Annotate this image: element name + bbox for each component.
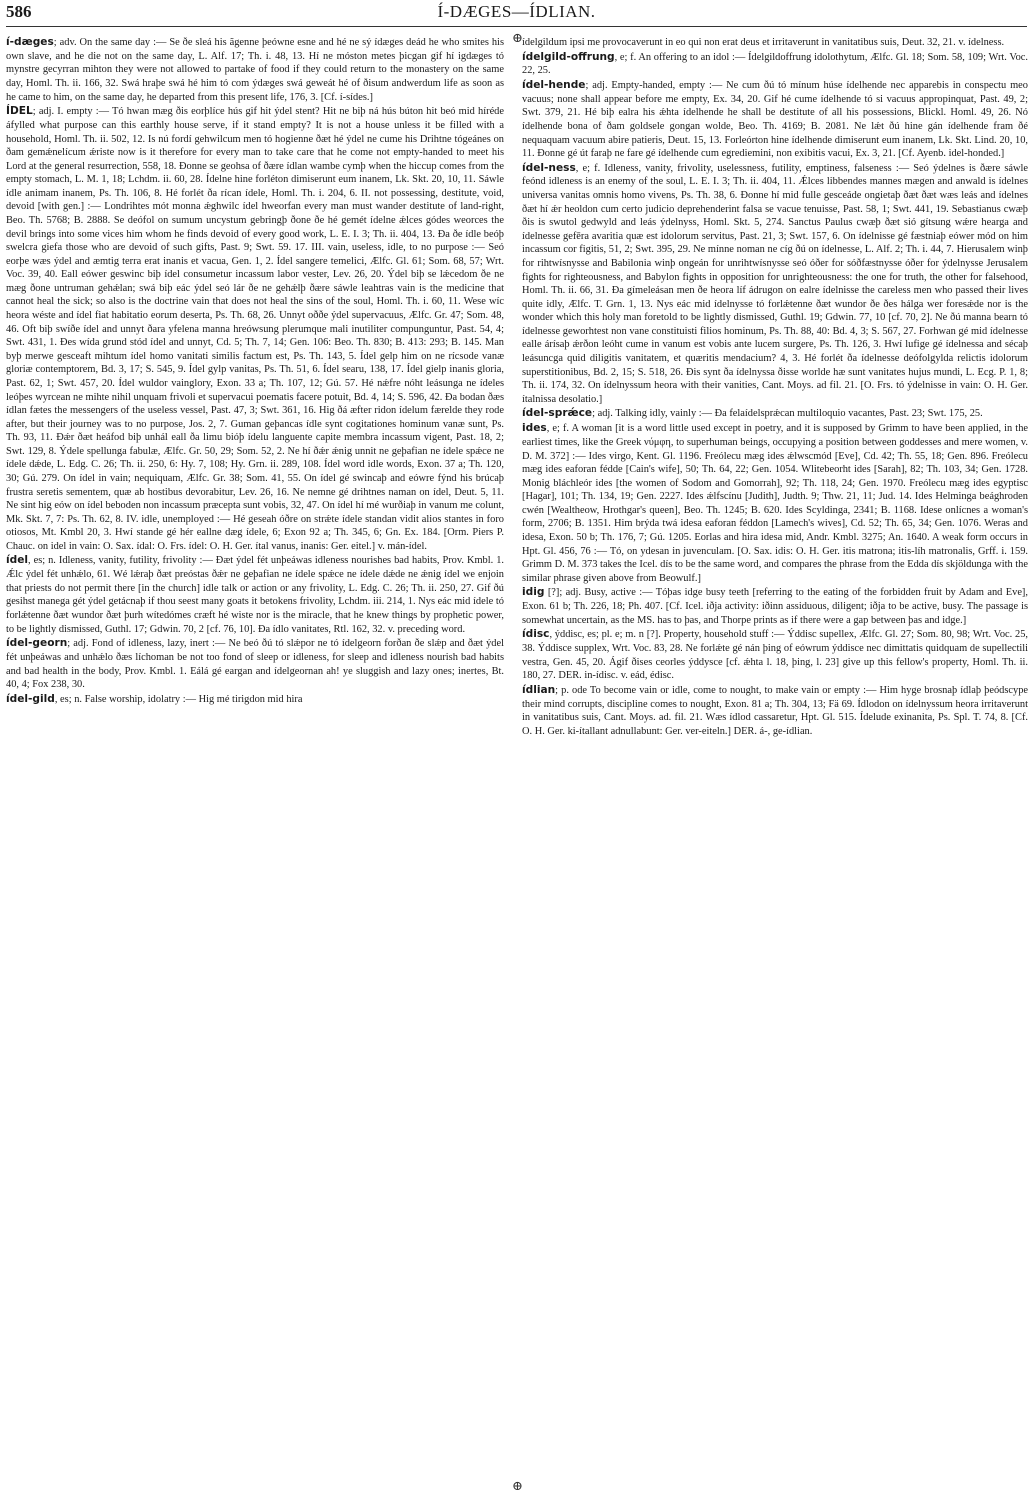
entry-text: , e; f. An offering to an idol :— Ídelgildoffrung idolothytum, Ælfc. Gl. 18; Som. 58, 109; Wrt. Voc. 22, 25. [522,51,1028,77]
entry-headword: í-dæges [6,36,54,48]
entry-headword: ídelgild-offrung [522,50,615,63]
page-number: 586 [6,2,32,21]
dictionary-entry [522,628,1028,683]
gutter-ornament-icon: ⊕ [512,30,523,45]
entry-headword: ídlian [522,683,556,696]
entry-text: , es; n. Idleness, vanity, futility, frivolity :— Ðæt ýdel fét unþeáwas idleness nourishes bad habits, Prov. Kmbl. 1. Ǽlc ýdel fét unhǽlo, 61. Wé lǽraþ ðæt preóstas ðǽr ne geþafian ne ídele spǽce ne ídele dǽde ne ǽnig ídel we enjoin that priests do not permit there [in the church] idle talk or action or any frivolity, L. Edg. C. 26; Th. ii. 250, 27. Gif ðú gesihst manega gét ýdel getácnaþ if thou seest many goats it betokens frivolity, Lchdm. iii. 214, 1. Nys eác mid ídele tó forlǽtenne ðæt wundor ðæt þurh wítedómes cræft hé wiste nor is the miracle, that he knew things by prophetic power, to be lightly dismissed, Guthl. 17; Gdwin. 70, 2 [cf. 76, 10]. Ða ídlo vanitates, Rtl. 162, 32. v. preceding word. [6,555,504,635]
entry-text: , es; n. False worship, idolatry :— Hig mé tirigdon mid hira [54,693,303,705]
entry-headword: ides [522,422,547,435]
entry-text: , ýddisc, es; pl. e; m. n [?]. Property, household stuff :— Ýddisc supellex, Ælfc. Gl. 27; Som. 80, 98; Wrt. Voc. 25, 38. Ýddisce supplex, Wrt. Voc. 83, 28. Ne forlǽte gé nán þing of eówrum ýddisce nec dimittatis quidquam de supellectili vestra, Gen. 45, 20. Ágif ðises ceorles ýddysce [cf. ǽhta l. 18, þing, l. 23] give up this fellow's property, Homl. Th. ii. 180, 27. DER. in-ídisc. v. eád, édisc. [522,629,1028,682]
entry-text: ; adj. Fond of idleness, lazy, inert :— Ne beó ðú tó slǽpor ne tó ídelgeorn forðan ðe slǽp and ðæt ýdel fét unþeáwas and unhǽlo ðæs líchoman be not too fond of sleep or idleness, for sleep and idleness nourish bad habits and bad health in the body, Prov. Kmbl. 1. Eálá gé eargan and ídelgeornan ah! ye sluggish and lazy ones; inertes, Bt. 40, 4; Fox 238, 30. [6,638,504,691]
header-rule [6,26,1027,27]
dictionary-entry [6,637,504,692]
entry-text: ; adv. On the same day :— Se ðe sleá his ãgenne þeówne esne and hé ne sý ídæges deád he who smites his own slave, and he die not on the same day, L. Alf. 17; Th. i. 48, 13. Hí ne móston metes þicgan gif hí igdæges tó mynstre gecyrran mihton they were not allowed to partake of food if they could return to the monastery on the same day, Homl. Th. ii. 166, 32. Swá hraþe swá hé him tó com ýdæges swá geweát hé of ðisum andwerdum life as soon as he came to him, on the same day, he departed from this present life, 176, 3. [Cf. í-sídes.] [6,37,504,103]
dictionary-entry [522,162,1028,407]
entry-text: ídelgildum ipsi me provocaverunt in eo qui non erat deus et irritaverunt in vanitatibus suis, Deut. 32, 21. v. ídelness. [522,37,1005,48]
dictionary-entry [522,79,1028,161]
dictionary-entry [6,554,504,636]
dictionary-entry [6,693,504,707]
entry-text: , e; f. Idleness, vanity, frivolity, uselessness, futility, emptiness, falseness :— Seó ýdelnes is ðære sáwle feónd idleness is an enemy of the soul, L. E. I. 3; Th. ii. 404, 11. Ǽlces libbendes mannes mægen and anwald is ídelnes universa vanitas omnis homo vivens, Ps. Th. 38, 6. Ðonne hí mid fulle gesceáde ongietaþ ðæt ðæt wæs leás and ídelnes ðæt hí ǽr heoldon cum certo judicio deprehenderint falsa se vacue tenuisse, Past. 58, 1; Swt. 441, 19. Sebastianus cwæþ ðis is swutol gedwyld and leás ýdelnyss, Homl. Skt. 5, 274. Sanctus Paulus cwæþ ðæt sió gítsung wǽre hearga and ídelnesse gefēra avaritia quæ est idolorum servitus, Past. 21, 3; Swt. 157, 6. On ídelnisse gé fæstniaþ eówer mód on him incassum cor figitis, 51, 2; Swt. 395, 29. Ne mínne noman ne cíg ðú on ídelnesse, L. Alf. 2; Th. i. 44, 7. Hierusalem winþ for rihtwísnysse and Babilonia winþ ongeán for unrihtwísnysse seó óðer for sóðfæstnysse óðer for ýdelnysse Jerusalem fights for righteousness, and Babylon fights in opposition for unrighteousness: the one for truth, the other for falsehood, Homl. Th. ii. 66, 31. Ða gímeleásan men ðe heora líf ádrugon on ealre ídelnisse the careless men who passed their lives quite idly, Ælfc. T. Grn. 1, 13. Nys eác mid ídelnysse tó forlǽtenne ðæt wundor ðe ðes hálga wer foresǽde nor is the wonder which this holy man foretold to be lightly dismissed, Guthl. 19; Gdwin. 77, 10 [cf. 70, 2]. Ne ðú manna bearn tó ídelnesse geworhtest non vane constituisti filios hominum, Ps. Th. 88, 40: Bd. 4, 3; S. 567, 27. Forhwan gé mid ídelnesse ealle árísaþ ǽrðon leóht cume in vanum est vobis ante lucem surgere, Ps. Th. 126, 3. Hwí lufige gé ídelnessa and sécaþ leásuncga quid diligitis vanitatem, et quæritis mendacium? 4, 3. Hé forlét ða ídelnesse deófolgylda relictis idolorum superstitionibus, Bd. 2, 15; S. 518, 26. Ðis synt ða ídelnyssa ðisse worlde hæ sunt vanitates hujus mundi, L. Ecg. P. 1, 8; Th. ii. 174, 32. On ídelnyssum heora with their vanities, Cant. Moys. ad fil. 21. [O. Frs. tó ýdelnisse in vain: O. H. Ger. ítalnissa desolatio.] [522,162,1028,405]
entry-text: ; adj. Empty-handed, empty :— Ne cum ðú tó mínum húse ídelhende nec apparebis in conspectu meo vacuus; none shall appear before me empty, Ex. 34, 20. Gif hé cume ídelhende tó si vacuus appropinquat, Past. 49, 2; Swt. 379, 21. Hé biþ ealra his ǽhta ídelhende he shall be destitute of all his possessions, Blickl. Homl. 49, 26. Nó ídelhende bona of ðam goldsele gongan wolde, Beo. Th. 4169; B. 2081. Ne lǽt ðú hine gán ídelhende fram ðé nequaquam vacuum abire patieris, Deut. 15, 13. Forleórton hine ídelhende dimiserunt eum inanem, Lk. Skt. Lind. 20, 10, 11. Ðonne gé út faraþ ne fare gé ídelhende cum egrediemini, non exibitis vacui, Ex. 3, 21. [Cf. Ayenb. idel-honded.] [522,79,1028,160]
entry-headword: ídel-gild [6,692,55,705]
entry-text: ; adj. I. empty :— Tó hwan mæg ðis eorþlíce hús gif hit ýdel stent? Hit ne biþ ná hús búton hit beó mid híréde áfylled what purpose can this earthly house serve, if it stand empty? It is not a house unless it be filled with a household, Homl. Th. ii. 502, 12. Is nú fordí gehwilcum men tó hogienne ðæt hé ýdel ne cume his Drihtne tógeánes on ðam gemǽnelícum ǽriste now is it therefore for every man to take care that he come not empty-handed to meet his Lord at the general resurrection, 558, 18. Ðonne se geohsa of ðære ídlan wambe cymþ when the hiccup comes from the empty stomach, L. M. 1, 18; Lchdm. ii. 60, 28. Ídelne hine forléton dimiserunt eum inanem, Lk. Skt. 20, 10, 11. Sáwle ídle animam inanem, Ps. Th. 106, 8. Hé forlét ða rícan ídele, Homl. Th. i. 204, 6. II. not possessing, destitute, void, devoid [with gen.] :— Londrihtes mót monna ǽghwilc ídel hweorfan every man must wander destitute of land-right, Beo. Th. 5768; B. 2888. Se deófol on sumum uncystum gebringþ ðone ðe hé gemét ídelne ǽlces gódes weorces the devil brings into some vices him whom he finds devoid of every good work, L. E. I. 3; Th. ii. 404, 13. Ða ðe ídle beóþ swelcra giefa those who are devoid of such gifts, Past. 9; Swt. 59. 17. III. vain, useless, idle, to no purpose :— Seó eorþe wæs ýdel and æmtig terra erat inanis et vacua, Gen. 1, 2. Ídel sangere temelici, Ælfc. Gl. 61; Som. 68, 57; Wrt. Voc. 39, 40. Eall eówer geswinc biþ ídel consumetur incassum labor vester, Lev. 26, 20. Ýdel biþ se lǽcedom ðe ne mæg ðone untruman gehǽlan; swá biþ eác ýdel seó lár ðe ne gehǽlþ ðære sáwle leahtras vain is the medicine that cannot heal the sick; so also is the doctrine vain that does not heal the sins of the soul, Homl. Th. i. 60, 11. Wese wíc heora wéste and ídel fiat habitatio eorum deserta, Ps. Th. 68, 26. Unnyt oððe ýdel supervacuus, Ælfc. Gr. 47; Som. 48, 46. Oft biþ swíðe ídel and unnyt ðara yfelena manna hreówsung plerumque mali inutiliter compunguntur, Past. 54, 4; Swt. 431, 1. Ðes wída grund stód ídel and unnyt, Cd. 5; Th. 7, 14; Gen. 106: Beo. Th. 830; B. 413: 293; B. 145. Man byþ merwe gesceaft mihtum ídel homo vanitati similis factum est, Ps. Th. 143, 5. Ídel gelp him on ne rícsode vanæ gloriæ contemptorem, Bd. 3, 17; S. 545, 9. Ídel gylp vanitas, Ps. Th. 51, 6. Ídel searu, 138, 17. Ídel gielp inanis gloria, Past. 62, 1; Swt. 457, 20. Ídel wuldor vainglory, Exon. 33 a; Th. 107, 12; Gú. 57. Hé nǽfre nóht leásunga ne ídeles leóþes wyrcean ne mihte nihil unquam frivoli et supervacui poematis facere potuit, Bd. 4, 14; S. 596, 42. Ða bodan ðæs ídlan fætes the messengers of the useless vessel, Past. 47, 3; Swt. 361, 16. Hig ðá æfter ridon ídelum færelde they rode after, but their journey was to no purpose, Jos. 2, 7. Guman geþancas ídle synt cogitationes hominum vanæ sunt, Ps. Th. 93, 11. Ðǽr ðæt heáfod biþ unhál eall ða limu bióþ ídelu languente capite membra incassum vigent, Past. 18, 2; Swt. 129, 8. Ýdele spellunga fabulæ, Ælfc. Gr. 50, 29; Som. 52, 2. Ne hí ðǽr ǽnig unnit ne geþafian ne ídele spǽce ne ídele dǽde, L. Edg. C. 26; Th. ii. 250, 6: Hy. 7, 108; Hy. Grn. ii. 289, 108. Ídel word idle words, Exon. 37 a; Th. 120, 30; Gú. 279. On ídel in vain; nequiquam, Ælfc. Gr. 38; Som. 41, 55. On ídel gé swincaþ and eówre fýnd his brúcaþ frustra seretis sementem, quæ ab hostibus devorabitur, Lev. 26, 16. Ne nemne gé drihtnes naman on ídel, Deut. 5, 11. Ne sint hig eów on ídel beboden non incassum præcepta sunt vobis, 32, 47. On ídel hí mé wurðiaþ in vanum me colunt, Mk. Skt. 7, 7: Ps. Th. 62, 8. IV. idle, unemployed :— Hé geseah óðre on strǽte ídele standan vidit alios stantes in foro otiosos, Mt. Kmbl 20, 3. Hwí stande gé hér eallne dæg ídele, 6; Exon 92 a; Th. 345, 6; Gn. Ex. 184. [Orm. Piers P. Chauc. on idel in vain: O. Sax. ídal: O. Frs. ídel: O. H. Ger. ítal vanus, inanis: Ger. eitel.] v. mán-ídel. [6,106,504,552]
dictionary-entry [522,586,1028,627]
entry-text: , e; f. A woman [it is a word little used except in poetry, and it is supposed by Grimm to have been applied, in the earliest times, like the Greek νύμφη, to superhuman beings, occupying a position between goddesses and mere women, v. D. M. 372] :— Ides virgo, Kent. Gl. 1196. Freólecu mæg ides ǽlwscmód [Eve], Cd. 42; Th. 55, 18; Gen. 896. Freólecu mæg ides eaforan fédde [Cain's wife], 50; Th. 64, 22; Gen. 1054. Wlitebeorht ides [Sarah], 82; Th. 103, 34; Gen. 1728. Monig bláchleór ides [the women of Sodom and Gomorrah], 92; Th. 118, 24; Gen. 1970. Freólecu mæg ides egyptisc [Hagar], 101; Th. 134, 19; Gen. 2227. Ides ǽlfscínu [Judith], Judth. 9; Thw. 21, 11; Jud. 14. Ides Helminga beághroden cwén [Wealtheow, Hrothgar's queen], Beo. Th. 1245; B. 620. Ides Scyldinga, 2341; B. 1168. Idese onlícnes a woman's form, 2706; B. 1351. Him brýda twá idesa eaforan féddon [Lamech's wives], Cd. 52; Th. 65, 34; Gen. 1076. Weras and idesa, Exon. 50 b; Th. 176, 7; Gú. 1205. Eorlas and hira idesa mid, Andr. Kmbl. 3275; An. 1640. A weak form occurs in Hpt. Gl. 456, 76 :— Tó, on ydesan in juvenculam. [O. Sax. idis: O. H. Ger. itis matrona; itis-líh matronalis, Grff. i. 159. Grimm D. M. 373 takes the Icel. dís to be the same word, and compares the phrase from the Edda dís skjöldunga with the similar phrase given above from Beowulf.] [522,423,1028,584]
dictionary-entry [522,407,1028,421]
entry-text: ; adj. Talking idly, vainly :— Ða felaídelsprǽcan multiloquio vacantes, Past. 23; Swt. 175, 25. [592,408,983,420]
dictionary-entry [6,105,504,553]
page-header [6,2,1027,24]
dictionary-entry [6,36,504,104]
entry-text: [?]; adj. Busy, active :— Tóþas idge busy teeth [referring to the eating of the forbidden fruit by Adam and Eve], Exon. 61 b; Th. 226, 18; Ph. 407. [Cf. Icel. iðja activity: iðinn assiduous, diligent; iðja to be active, busy. The passage is somewhat uncertain, as the MS. has to þas, and Thorpe prints as if there were a gap between þas and idge.] [522,587,1028,626]
dictionary-entry [522,684,1028,739]
entry-headword: ídel-ness [522,161,576,174]
right-column [522,36,1028,1494]
running-head: Í-DÆGES—ÍDLIAN. [437,2,596,21]
entry-headword: ídel-hende [522,78,586,91]
entry-headword: ÍDEL [6,105,33,118]
dictionary-entry [522,36,1028,50]
dictionary-entry [522,51,1028,78]
gutter-ornament-icon: ⊕ [512,1478,523,1493]
entry-text: ; p. ode To become vain or idle, come to nought, to make vain or empty :— Him hyge brosnaþ ídlaþ þeódscype their mind corrupts, discipline comes to nought, Exon. 81 a; Th. 304, 13; Fä 69. Ídlodon on ídelnyssum heora irritaverunt in vanitatibus suis, Cant. Moys. ad. fil. 21. Wæs ídlod cassaretur, Hpt. Gl. 515. Ídelude exinanita, Ps. Spl. T. 74, 8. [Cf. O. H. Ger. ki-ítallant adnullabunt: Ger. ver-eiteln.] DER. á-, ge-ídlian. [522,684,1028,737]
entry-headword: ídisc [522,628,550,641]
left-column [6,36,504,1494]
entry-headword: ídel-sprǽce [522,407,593,420]
entry-headword: ídel [6,554,29,567]
dictionary-entry [522,422,1028,585]
entry-headword: idig [522,586,545,599]
entry-headword: ídel-georn [6,637,68,650]
